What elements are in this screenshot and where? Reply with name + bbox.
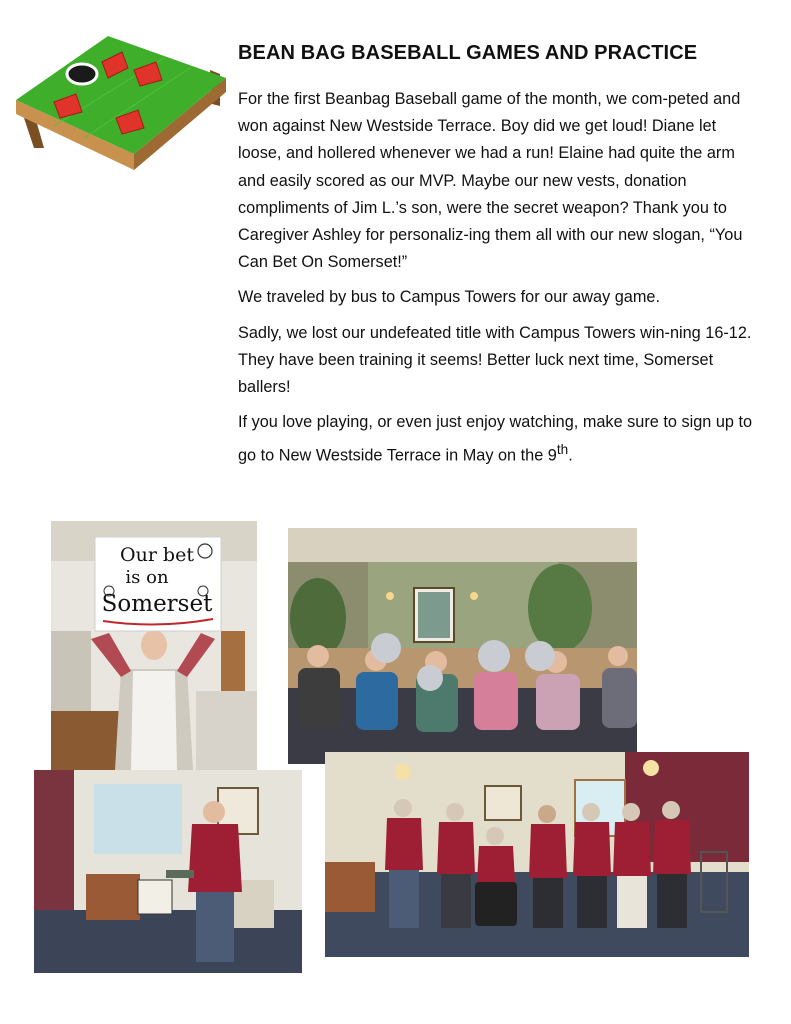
beanbag-board-clipart	[14, 30, 234, 170]
article-title: BEAN BAG BASEBALL GAMES AND PRACTICE	[238, 42, 698, 64]
photo-team-red-vests	[325, 752, 749, 957]
paragraph-2: We traveled by bus to Campus Towers for our away game.	[238, 288, 660, 307]
photo-sign-holder	[51, 521, 257, 770]
sign-line-2: is on	[125, 567, 169, 588]
date-superscript: th	[556, 442, 569, 458]
photo-man-red-vest	[34, 770, 302, 973]
paragraph-closing: If you love playing, or even just enjoy watching, make sure to sign up to go to New Westside Terrace in May on the 9th.	[238, 413, 753, 465]
paragraph-1: For the first Beanbag Baseball game of the month, we com-peted and won against New Westside Terrace. Boy did we get loud! Diane let loose, and hollered whenever we had a run! Elaine had quite the arm and easily scored as our MVP. Maybe our new vests, donation compliments of Jim L.’s son, were the secret weapon? Thank you to Caregiver Ashley for personaliz-ing them all with our new slogan, “You Can Bet On Somerset!”	[238, 90, 743, 272]
article-body	[238, 86, 758, 478]
photo-group-pompoms	[288, 528, 637, 764]
paragraph-3: Sadly, we lost our undefeated title with Campus Towers win-ning 16-12. They have been training it seems! Better luck next time, Somerset ballers!	[238, 323, 752, 397]
sign-line-3: Somerset	[101, 591, 213, 617]
sign-line-1: Our bet	[120, 544, 194, 566]
